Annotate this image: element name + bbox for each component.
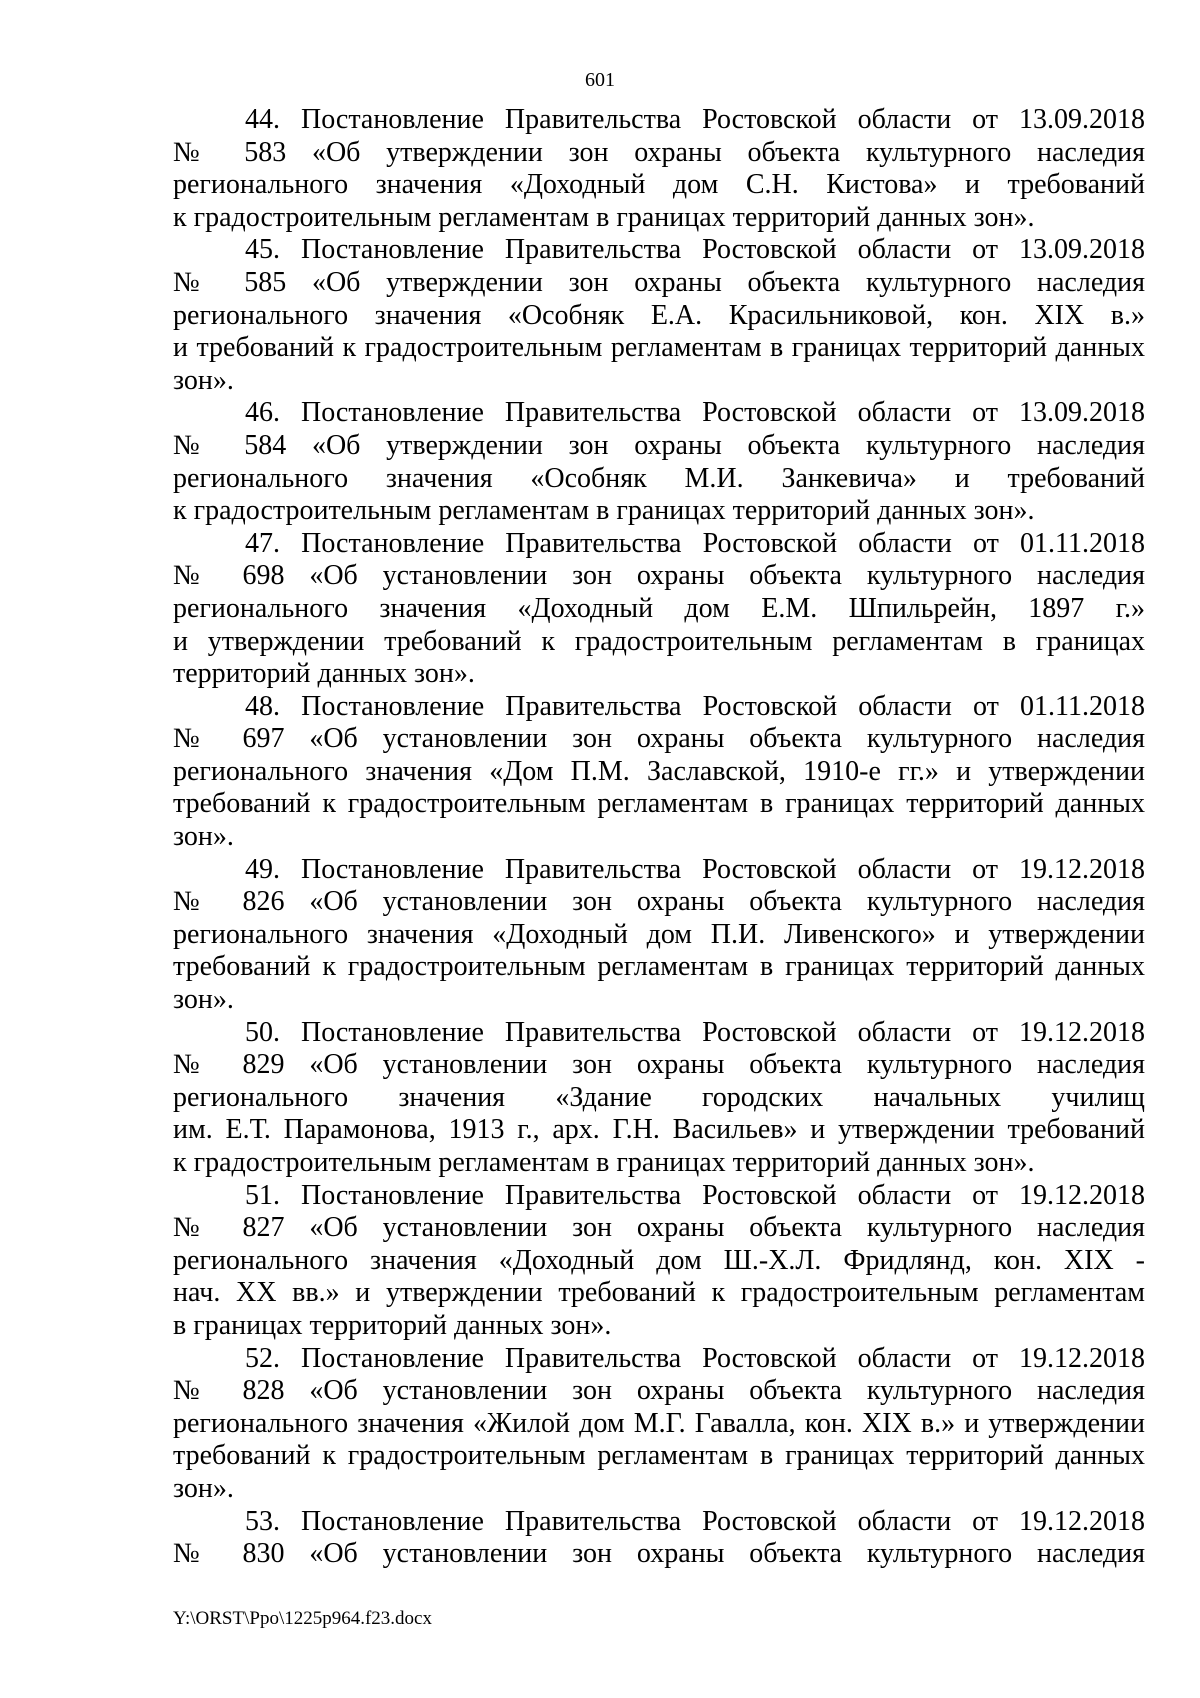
text-line: регионального значения «Особняк Е.А. Красильниковой, кон. XIX в.» [173, 299, 1145, 331]
text-line: регионального значения «Здание городских начальных училищ [173, 1081, 1145, 1113]
text-line: № 583 «Об утверждении зон охраны объекта культурного наследия [173, 136, 1145, 168]
text-line: и утверждении требований к градостроительным регламентам в границах [173, 625, 1145, 657]
text-line: регионального значения «Жилой дом М.Г. Гавалла, кон. XIX в.» и утверждении [173, 1407, 1145, 1439]
text-line: 49. Постановление Правительства Ростовской области от 19.12.2018 [245, 853, 1145, 885]
text-line: 46. Постановление Правительства Ростовской области от 13.09.2018 [245, 397, 1145, 429]
list-item [173, 1506, 1145, 1571]
text-line: им. Е.Т. Парамонова, 1913 г., арх. Г.Н. Васильев» и утверждении требований [173, 1114, 1145, 1146]
text-line: регионального значения «Доходный дом Ш.-Х.Л. Фридлянд, кон. XIX - [173, 1244, 1145, 1276]
text-line: 44. Постановление Правительства Ростовской области от 13.09.2018 [245, 104, 1145, 135]
text-line: нач. XX вв.» и утверждении требований к градостроительным регламентам [173, 1277, 1145, 1309]
document-body [173, 104, 1145, 1571]
text-line: зон». [173, 1472, 234, 1504]
text-line: регионального значения «Доходный дом П.И. Ливенского» и утверждении [173, 918, 1145, 950]
text-line: № 829 «Об установлении зон охраны объекта культурного наследия [173, 1049, 1145, 1081]
text-line: 50. Постановление Правительства Ростовской области от 19.12.2018 [245, 1016, 1145, 1048]
text-line: регионального значения «Дом П.М. Заславской, 1910-е гг.» и утверждении [173, 755, 1145, 787]
text-line: № 585 «Об утверждении зон охраны объекта культурного наследия [173, 266, 1145, 298]
text-line: к градостроительным регламентам в границах территорий данных зон». [173, 495, 1035, 527]
list-item [173, 397, 1145, 527]
text-line: в границах территорий данных зон». [173, 1309, 612, 1341]
text-line: № 828 «Об установлении зон охраны объекта культурного наследия [173, 1375, 1145, 1407]
footer-file-path: Y:\ORST\Ppo\1225p964.f23.docx [173, 1608, 432, 1629]
text-line: требований к градостроительным регламентам в границах территорий данных [173, 951, 1145, 983]
text-line: № 584 «Об утверждении зон охраны объекта культурного наследия [173, 429, 1145, 461]
text-line: регионального значения «Особняк М.И. Занкевича» и требований [173, 462, 1145, 494]
list-item [173, 1017, 1145, 1180]
text-line: 53. Постановление Правительства Ростовской области от 19.12.2018 [245, 1505, 1145, 1537]
text-line: зон». [173, 984, 234, 1016]
text-line: 52. Постановление Правительства Ростовской области от 19.12.2018 [245, 1342, 1145, 1374]
text-line: требований к градостроительным регламентам в границах территорий данных [173, 788, 1145, 820]
text-line: 45. Постановление Правительства Ростовской области от 13.09.2018 [245, 234, 1145, 266]
text-line: 51. Постановление Правительства Ростовской области от 19.12.2018 [245, 1179, 1145, 1211]
list-item [173, 691, 1145, 854]
list-item [173, 528, 1145, 691]
text-line: регионального значения «Доходный дом Е.М. Шпильрейн, 1897 г.» [173, 592, 1145, 624]
text-line: 47. Постановление Правительства Ростовской области от 01.11.2018 [245, 527, 1145, 559]
text-line: 48. Постановление Правительства Ростовской области от 01.11.2018 [245, 690, 1145, 722]
text-line: № 827 «Об установлении зон охраны объекта культурного наследия [173, 1212, 1145, 1244]
text-line: № 826 «Об установлении зон охраны объекта культурного наследия [173, 886, 1145, 918]
list-item [173, 1343, 1145, 1506]
text-line: № 830 «Об установлении зон охраны объекта культурного наследия [173, 1538, 1145, 1570]
list-item [173, 854, 1145, 1017]
text-line: № 697 «Об установлении зон охраны объекта культурного наследия [173, 723, 1145, 755]
text-line: и требований к градостроительным регламентам в границах территорий данных [173, 332, 1145, 364]
list-item [173, 234, 1145, 397]
page-number: 601 [585, 69, 615, 91]
text-line: зон». [173, 364, 234, 396]
text-line: к градостроительным регламентам в границах территорий данных зон». [173, 201, 1035, 233]
list-item [173, 1180, 1145, 1343]
list-item [173, 104, 1145, 234]
text-line: зон». [173, 821, 234, 853]
text-line: к градостроительным регламентам в границах территорий данных зон». [173, 1147, 1035, 1178]
text-line: регионального значения «Доходный дом С.Н. Кистова» и требований [173, 169, 1145, 201]
text-line: № 698 «Об установлении зон охраны объекта культурного наследия [173, 560, 1145, 592]
text-line: территорий данных зон». [173, 658, 475, 690]
text-line: требований к градостроительным регламентам в границах территорий данных [173, 1440, 1145, 1472]
